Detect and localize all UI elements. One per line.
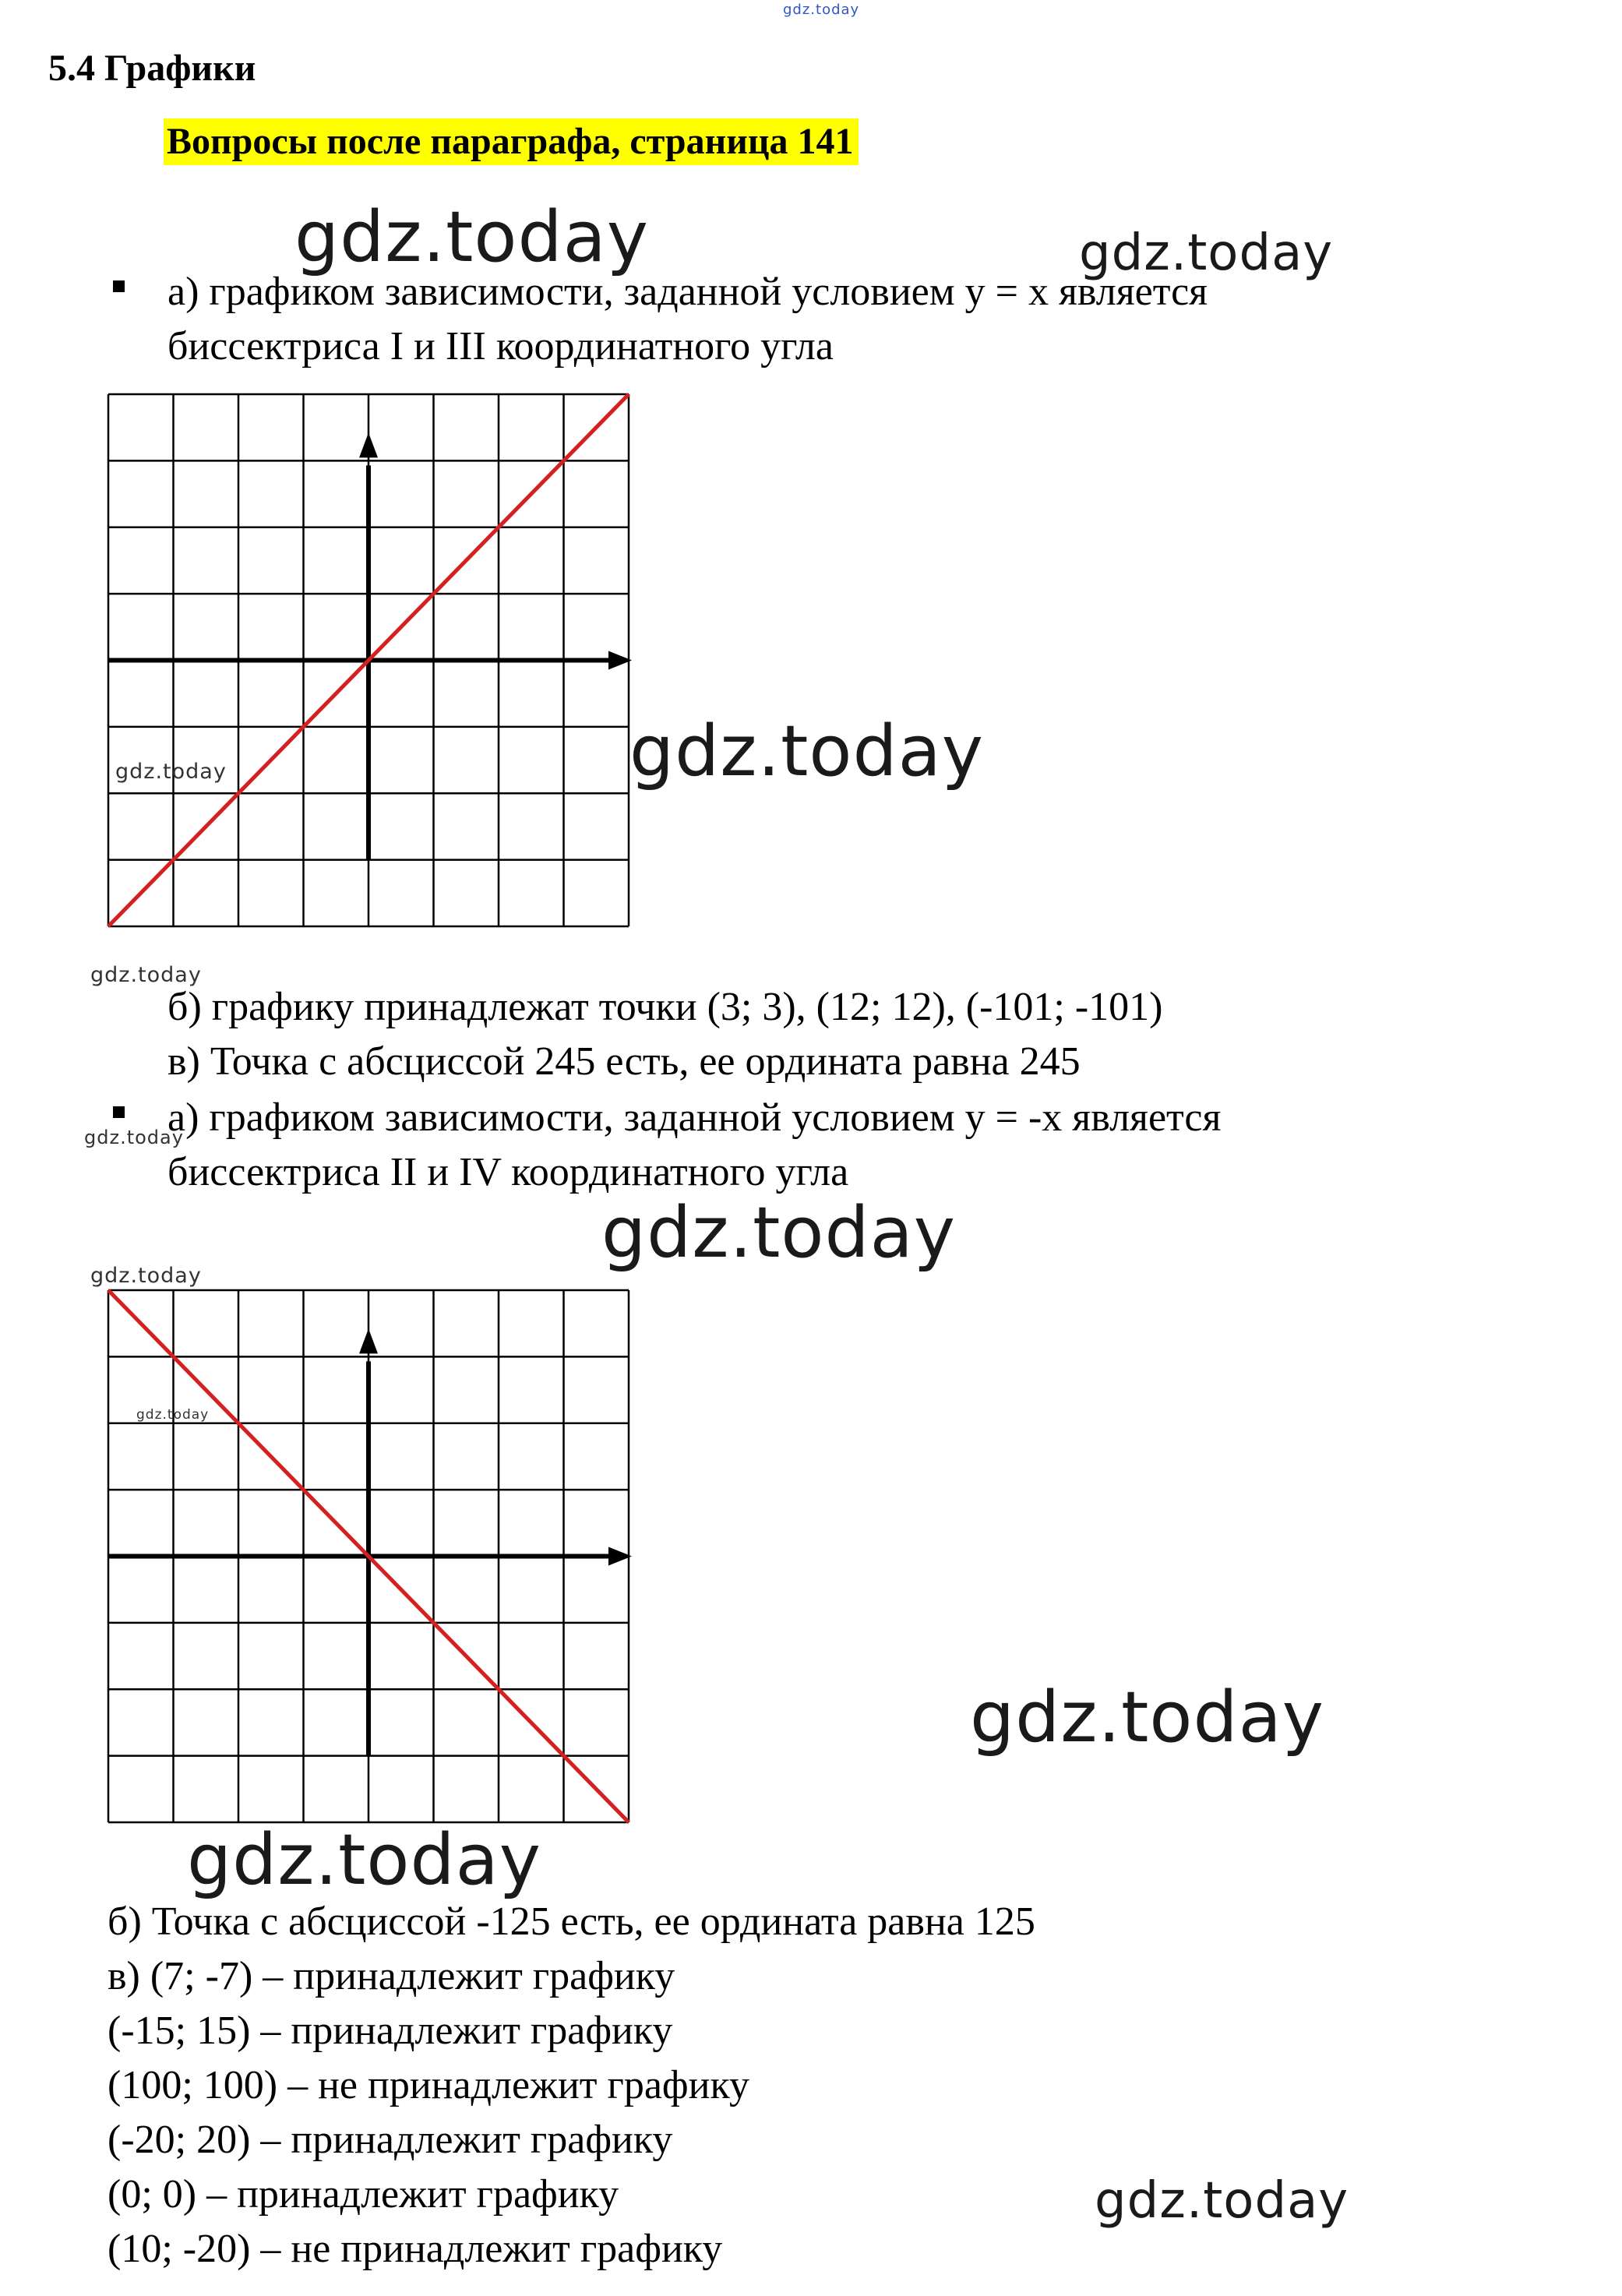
bullet-icon xyxy=(113,280,125,292)
watermark: gdz.today xyxy=(187,1819,542,1901)
graph-y-equals-x xyxy=(108,393,629,927)
y-axis-arrow-icon xyxy=(359,432,378,457)
watermark: gdz.today xyxy=(115,760,227,784)
bullet-icon xyxy=(113,1106,125,1118)
watermark: gdz.today xyxy=(294,196,650,278)
page-title: 5.4 Графики xyxy=(48,48,256,89)
watermark: gdz.today xyxy=(136,1407,210,1423)
page-subtitle: Вопросы после параграфа, страница 141 xyxy=(164,118,859,165)
graph-y-equals-minus-x xyxy=(108,1289,629,1823)
watermark: gdz.today xyxy=(970,1677,1325,1758)
watermark: gdz.today xyxy=(90,1264,202,1288)
section1-a-line1: а) графиком зависимости, заданной условием y = x является xyxy=(167,270,1208,314)
section2-v-line-1: в) (7; -7) – принадлежит графику xyxy=(108,1954,675,1998)
section1-b-line: б) графику принадлежат точки (3; 3), (12; 12), (-101; -101) xyxy=(167,985,1163,1029)
watermark: gdz.today xyxy=(90,963,202,987)
section2-a-line1: а) графиком зависимости, заданной условием y = -x является xyxy=(167,1095,1222,1140)
watermark: gdz.today xyxy=(601,1192,957,1274)
y-axis-arrow-icon xyxy=(359,1328,378,1353)
watermark: gdz.today xyxy=(84,1127,184,1148)
section1-v-line: в) Точка с абсциссой 245 есть, ее ордината равна 245 xyxy=(167,1039,1081,1084)
watermark: gdz.today xyxy=(783,2,860,18)
section1-a-line2: биссектриса I и III координатного угла xyxy=(167,324,834,369)
watermark: gdz.today xyxy=(1095,2172,1349,2230)
section2-v-line-5: (0; 0) – принадлежит графику xyxy=(108,2172,619,2217)
section2-v-line-3: (100; 100) – не принадлежит графику xyxy=(108,2063,749,2107)
watermark: gdz.today xyxy=(1079,224,1334,282)
section2-b-line: б) Точка с абсциссой -125 есть, ее ордината равна 125 xyxy=(108,1899,1035,1944)
watermark: gdz.today xyxy=(629,711,985,792)
section2-v-line-6: (10; -20) – не принадлежит графику xyxy=(108,2227,723,2271)
section2-a-line2: биссектриса II и IV координатного угла xyxy=(167,1150,849,1194)
section2-v-line-2: (-15; 15) – принадлежит графику xyxy=(108,2009,673,2053)
section2-v-line-4: (-20; 20) – принадлежит графику xyxy=(108,2118,673,2162)
